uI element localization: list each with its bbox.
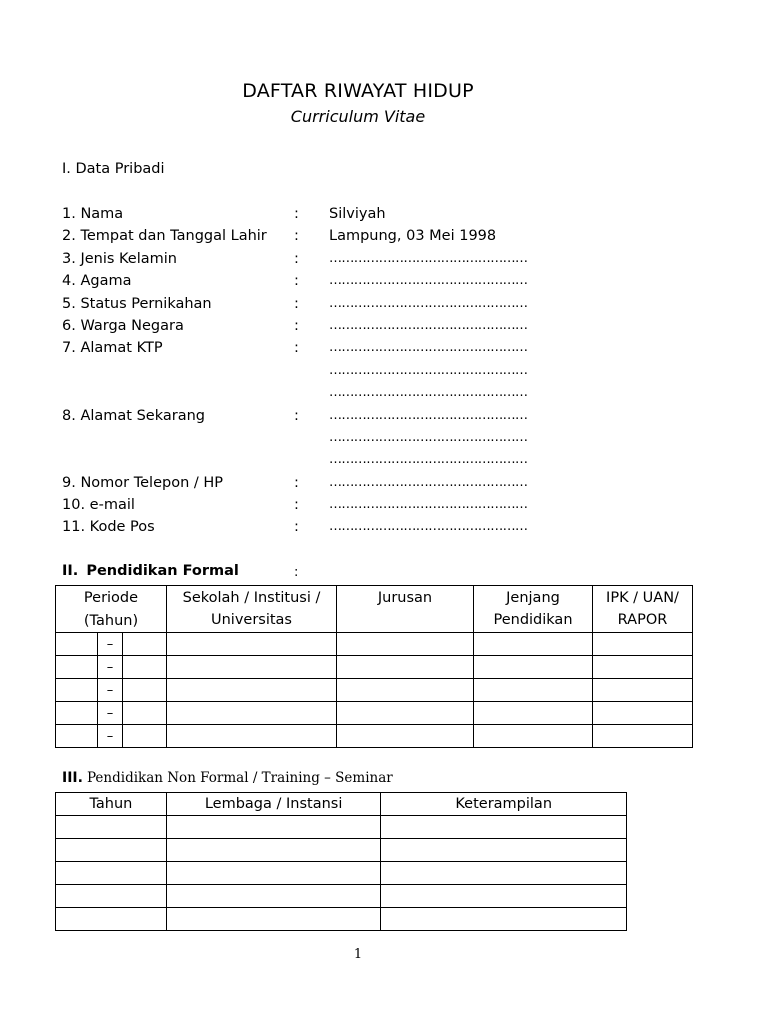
header-sekolah-line1: Sekolah / Institusi / bbox=[182, 590, 321, 606]
table-cell bbox=[166, 816, 381, 839]
table-cell bbox=[337, 656, 474, 679]
field-value-blank: ………………………………………… bbox=[329, 497, 528, 513]
header-ipk-line1: IPK / UAN/ bbox=[606, 590, 679, 606]
field-label: 7. Alamat KTP bbox=[62, 340, 163, 357]
table-cell bbox=[56, 702, 98, 725]
field-row bbox=[62, 382, 622, 404]
section-title: Pendidikan Formal bbox=[86, 563, 239, 579]
table-cell bbox=[56, 862, 167, 885]
header-ipk-line2: RAPOR bbox=[617, 612, 668, 628]
header-keterampilan: Keterampilan bbox=[381, 793, 627, 816]
table-cell bbox=[123, 656, 167, 679]
field-label: 8. Alamat Sekarang bbox=[62, 407, 205, 424]
header-lembaga: Lembaga / Instansi bbox=[166, 793, 381, 816]
field-colon: : bbox=[294, 407, 299, 424]
table-cell bbox=[474, 656, 593, 679]
section-title: Pendidikan Non Formal / Training – Seminar bbox=[86, 770, 393, 786]
field-value-blank: ………………………………………… bbox=[329, 362, 528, 378]
table-cell-dash: – bbox=[98, 702, 123, 725]
table-row bbox=[56, 656, 693, 679]
table-cell bbox=[381, 885, 627, 908]
field-colon: : bbox=[294, 497, 299, 514]
table-cell bbox=[123, 725, 167, 748]
field-colon: : bbox=[294, 317, 299, 334]
field-label: 5. Status Pernikahan bbox=[62, 295, 212, 312]
table-row bbox=[56, 679, 693, 702]
field-label: 6. Warga Negara bbox=[62, 317, 184, 334]
table-cell bbox=[123, 633, 167, 656]
table-cell bbox=[166, 862, 381, 885]
document-title: DAFTAR RIWAYAT HIDUP bbox=[242, 80, 474, 102]
field-value-blank: ………………………………………… bbox=[329, 273, 528, 289]
field-colon: : bbox=[294, 519, 299, 536]
header-sekolah-line2: Universitas bbox=[210, 612, 292, 628]
table-row bbox=[56, 885, 627, 908]
header-row bbox=[56, 793, 627, 816]
section-number: III. bbox=[62, 770, 83, 786]
field-row bbox=[62, 248, 622, 270]
table-row bbox=[56, 839, 627, 862]
field-value-blank: ………………………………………… bbox=[329, 385, 528, 401]
field-row bbox=[62, 315, 622, 337]
field-label: 11. Kode Pos bbox=[62, 519, 155, 536]
table-cell bbox=[56, 725, 98, 748]
table-row bbox=[56, 725, 693, 748]
field-value-blank: ………………………………………… bbox=[329, 340, 528, 356]
header-sekolah bbox=[167, 586, 337, 633]
field-colon: : bbox=[294, 295, 299, 312]
table-cell bbox=[56, 679, 98, 702]
table-cell bbox=[593, 679, 693, 702]
table-cell-dash: – bbox=[98, 725, 123, 748]
table-cell bbox=[123, 679, 167, 702]
table-row bbox=[56, 633, 693, 656]
table-cell bbox=[166, 885, 381, 908]
field-value-blank: ………………………………………… bbox=[329, 407, 528, 423]
field-row bbox=[62, 270, 622, 292]
field-label: 2. Tempat dan Tanggal Lahir bbox=[62, 228, 267, 245]
table-cell bbox=[56, 656, 98, 679]
field-value-blank: ………………………………………… bbox=[329, 519, 528, 535]
nonformal-education-table bbox=[55, 792, 627, 931]
field-colon: : bbox=[294, 474, 299, 491]
section-number: II. bbox=[62, 563, 79, 579]
section-nonformal-education-heading bbox=[62, 770, 393, 786]
table-cell-dash: – bbox=[98, 679, 123, 702]
field-label: 10. e-mail bbox=[62, 497, 135, 514]
table-cell bbox=[381, 816, 627, 839]
table-cell bbox=[337, 679, 474, 702]
table-cell bbox=[56, 908, 167, 931]
field-row bbox=[62, 449, 622, 471]
table-cell bbox=[123, 702, 167, 725]
field-value-blank: ………………………………………… bbox=[329, 429, 528, 445]
table-cell bbox=[381, 839, 627, 862]
field-row bbox=[62, 360, 622, 382]
field-value: Lampung, 03 Mei 1998 bbox=[329, 228, 497, 245]
table-cell bbox=[167, 656, 337, 679]
table-cell bbox=[56, 633, 98, 656]
table-cell bbox=[381, 862, 627, 885]
formal-education-table bbox=[55, 585, 693, 748]
field-colon: : bbox=[294, 273, 299, 290]
field-value-blank: ………………………………………… bbox=[329, 295, 528, 311]
table-cell bbox=[167, 679, 337, 702]
table-cell bbox=[593, 656, 693, 679]
section-formal-education-heading bbox=[62, 563, 239, 579]
table-cell bbox=[474, 702, 593, 725]
table-cell bbox=[166, 908, 381, 931]
header-tahun: Tahun bbox=[56, 793, 167, 816]
field-label: 4. Agama bbox=[62, 273, 132, 290]
table-cell-dash: – bbox=[98, 633, 123, 656]
header-jenjang-line1: Jenjang bbox=[506, 590, 560, 606]
section-colon: : bbox=[294, 565, 299, 580]
document-subtitle: Curriculum Vitae bbox=[290, 107, 426, 126]
field-value-blank: ………………………………………… bbox=[329, 474, 528, 490]
header-jenjang bbox=[474, 586, 593, 633]
table-cell bbox=[593, 702, 693, 725]
field-row bbox=[62, 293, 622, 315]
page-number: 1 bbox=[353, 947, 363, 962]
field-value-blank: ………………………………………… bbox=[329, 452, 528, 468]
field-row bbox=[62, 203, 622, 225]
field-colon: : bbox=[294, 228, 299, 245]
table-cell bbox=[337, 633, 474, 656]
field-value: Silviyah bbox=[329, 206, 386, 222]
field-value-blank: ………………………………………… bbox=[329, 250, 528, 266]
table-cell bbox=[167, 702, 337, 725]
field-row bbox=[62, 225, 622, 247]
table-cell bbox=[593, 633, 693, 656]
table-cell bbox=[56, 839, 167, 862]
header-tahun: (Tahun) bbox=[56, 609, 167, 633]
field-row bbox=[62, 337, 622, 359]
header-ipk bbox=[593, 586, 693, 633]
field-row bbox=[62, 472, 622, 494]
personal-data-fields bbox=[62, 203, 622, 539]
field-row bbox=[62, 427, 622, 449]
table-row bbox=[56, 908, 627, 931]
table-cell bbox=[56, 816, 167, 839]
field-value-blank: ………………………………………… bbox=[329, 317, 528, 333]
table-cell bbox=[337, 702, 474, 725]
table-cell bbox=[337, 725, 474, 748]
header-jenjang-line2: Pendidikan bbox=[493, 612, 573, 628]
table-cell bbox=[56, 885, 167, 908]
table-cell bbox=[474, 679, 593, 702]
section-personal-data-heading: I. Data Pribadi bbox=[62, 161, 165, 177]
table-cell bbox=[167, 633, 337, 656]
table-cell bbox=[474, 725, 593, 748]
field-label: 9. Nomor Telepon / HP bbox=[62, 474, 224, 491]
table-row bbox=[56, 816, 627, 839]
table-cell bbox=[381, 908, 627, 931]
table-cell bbox=[474, 633, 593, 656]
field-row bbox=[62, 405, 622, 427]
table-cell bbox=[167, 725, 337, 748]
table-row bbox=[56, 862, 627, 885]
field-label: 1. Nama bbox=[62, 206, 124, 222]
field-label: 3. Jenis Kelamin bbox=[62, 250, 177, 267]
field-row bbox=[62, 516, 622, 538]
field-row bbox=[62, 494, 622, 516]
table-cell bbox=[593, 725, 693, 748]
table-cell bbox=[166, 839, 381, 862]
header-periode: Periode bbox=[56, 586, 167, 610]
field-colon: : bbox=[294, 250, 299, 267]
header-jurusan: Jurusan bbox=[337, 586, 474, 633]
table-row bbox=[56, 702, 693, 725]
field-colon: : bbox=[294, 206, 299, 222]
header-row bbox=[56, 586, 693, 610]
field-colon: : bbox=[294, 340, 299, 357]
table-cell-dash: – bbox=[98, 656, 123, 679]
